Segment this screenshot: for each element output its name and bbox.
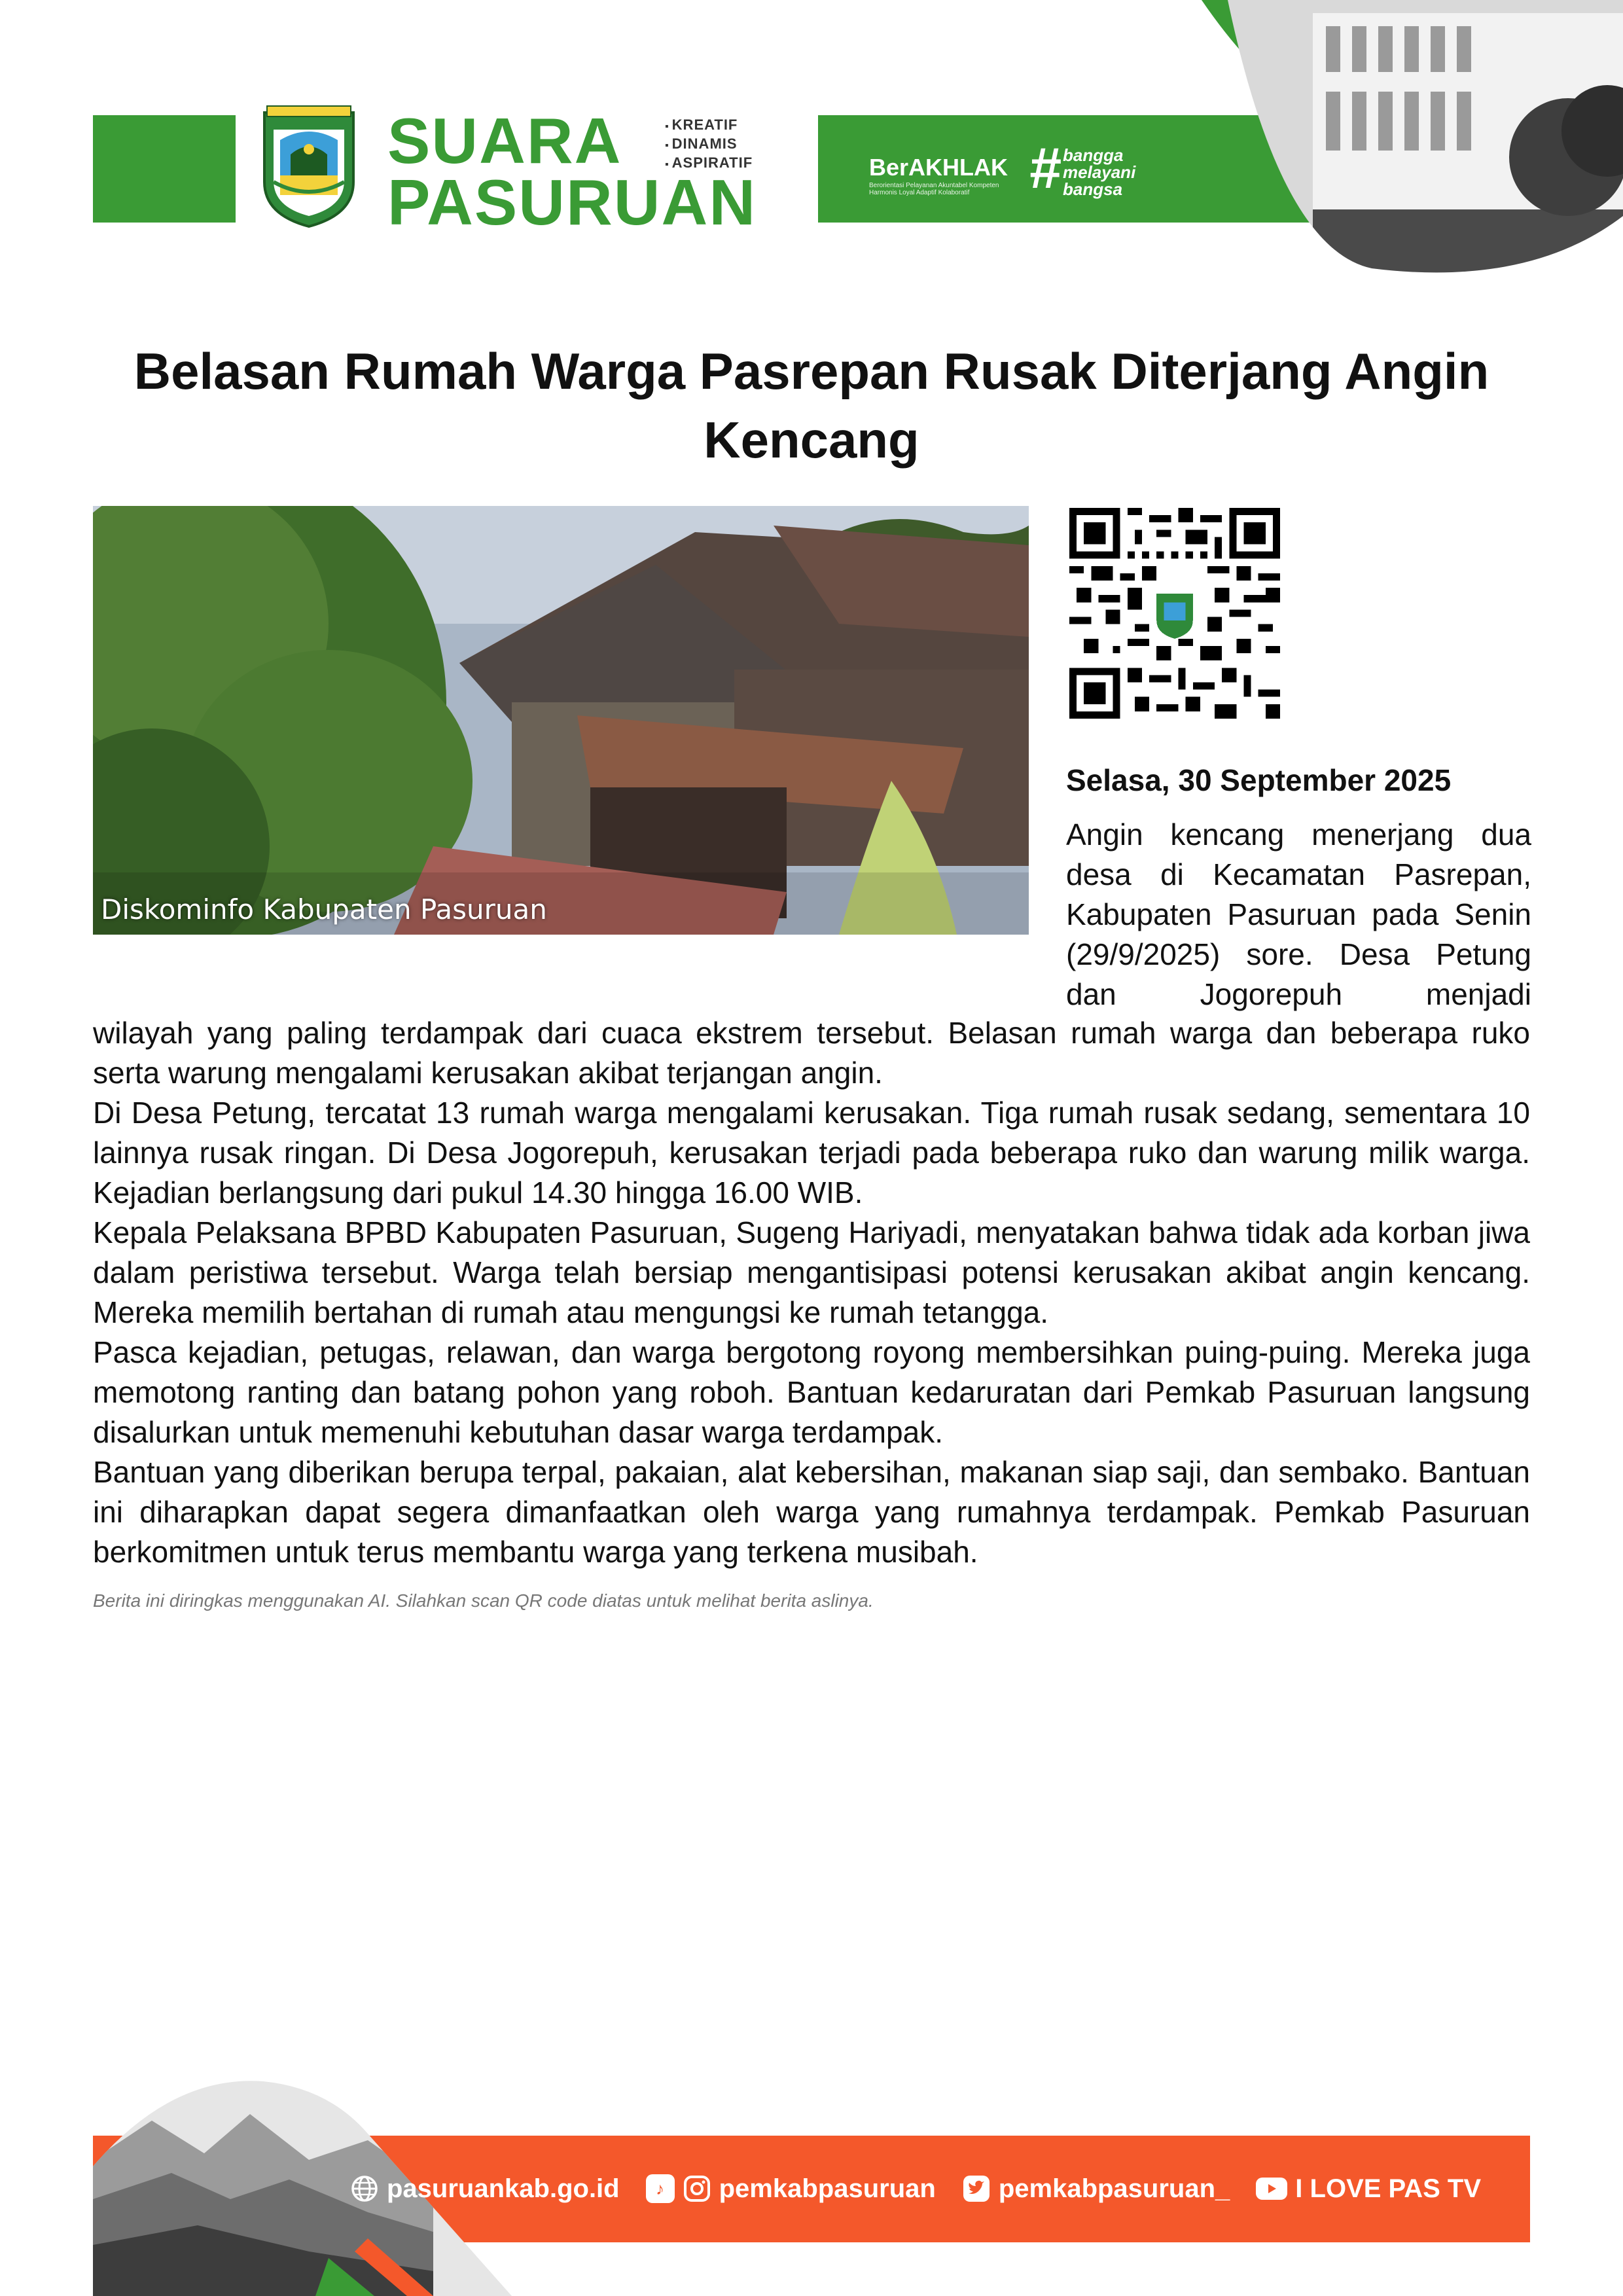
hashtag-icon: # bbox=[1029, 135, 1061, 200]
berakhlak-subtitle: Berorientasi Pelayanan Akuntabel Kompeten Harmonis Loyal Adaptif Kolaboratif bbox=[869, 182, 999, 196]
photo-credit: Diskominfo Kabupaten Pasuruan bbox=[101, 893, 547, 925]
ai-summary-note: Berita ini diringkas menggunakan AI. Silahkan scan QR code diatas untuk melihat berita aslinya. bbox=[93, 1590, 874, 1611]
tagline-item: ▪ KREATIF bbox=[665, 117, 753, 135]
bangga-word: melayani bbox=[1063, 162, 1136, 182]
article-photo bbox=[93, 506, 1029, 935]
tagline-item: ▪ DINAMIS bbox=[665, 135, 753, 154]
footer-tiktok-instagram-link[interactable] bbox=[646, 2174, 936, 2204]
qr-code[interactable] bbox=[1069, 508, 1280, 719]
article-paragraph: Pasca kejadian, petugas, relawan, dan warga bergotong royong membersihkan puing-puing. Mereka juga memotong ranting dan batang pohon yang roboh. Bantuan kedaruratan dari Pemkab Pasuruan langsung disalurkan untuk memenuhi kebutuhan dasar warga terdampak. bbox=[93, 1335, 1530, 1449]
article-paragraph: Kepala Pelaksana BPBD Kabupaten Pasuruan, Sugeng Hariyadi, menyatakan bahwa tidak ada korban jiwa dalam peristiwa tersebut. Warga telah bersiap mengantisipasi potensi kerusakan akibat angin kencang. Mereka memilih bertahan di rumah atau mengungsi ke rumah tetangga. bbox=[93, 1215, 1530, 1329]
footer-social-links bbox=[350, 2172, 1507, 2206]
bangga-word: bangga bbox=[1063, 145, 1124, 165]
article-paragraph: wilayah yang paling terdampak dari cuaca ekstrem tersebut. Belasan rumah warga dan beberapa ruko serta warung mengalami kerusakan akibat terjangan angin. bbox=[93, 1016, 1530, 1090]
footer-twitter-link[interactable] bbox=[962, 2174, 1230, 2204]
brand-tagline bbox=[665, 117, 753, 173]
damaged-house-image bbox=[93, 506, 1029, 935]
youtube-icon bbox=[1256, 2178, 1287, 2200]
brand-line-2: PASURUAN bbox=[387, 166, 757, 238]
footer-youtube-link[interactable] bbox=[1256, 2174, 1481, 2204]
youtube-label: I LOVE PAS TV bbox=[1295, 2174, 1482, 2203]
article-date: Selasa, 30 September 2025 bbox=[1066, 763, 1452, 797]
tiktok-icon: ♪ bbox=[646, 2174, 675, 2203]
article-paragraph: Di Desa Petung, tercatat 13 rumah warga mengalami kerusakan. Tiga rumah rusak sedang, sementara 10 lainnya rusak ringan. Di Desa Jogorepuh, kerusakan terjadi pada beberapa ruko dan warung milik warga. Kejadian berlangsung dari pukul 14.30 hingga 16.00 WIB. bbox=[93, 1096, 1530, 1210]
globe-icon bbox=[350, 2174, 379, 2203]
article-title: Belasan Rumah Warga Pasrepan Rusak Diterjang Angin Kencang bbox=[134, 342, 1489, 469]
article-lead-paragraph: Angin kencang menerjang dua desa di Kecamatan Pasrepan, Kabupaten Pasuruan pada Senin (29/9/2025) sore. Desa Petung dan Jogorepuh menjadi bbox=[1066, 817, 1531, 1011]
berakhlak-logo: BerAKHLAK bbox=[869, 154, 1008, 181]
header-building-graphic bbox=[1005, 0, 1623, 295]
footer-website-link[interactable] bbox=[350, 2174, 620, 2204]
article-body bbox=[93, 1013, 1530, 1572]
tiktok-instagram-label: pemkabpasuruan bbox=[719, 2174, 936, 2203]
article-paragraph: Bantuan yang diberikan berupa terpal, pakaian, alat kebersihan, makanan siap saji, dan sembako. Bantuan ini diharapkan dapat segera dimanfaatkan oleh warga yang rumahnya terdampak. Pemkab Pasuruan berkomitmen untuk terus membantu warga yang terkena musibah. bbox=[93, 1455, 1530, 1569]
bangga-word: bangsa bbox=[1063, 179, 1123, 199]
brand-line-1: SUARA bbox=[387, 105, 622, 177]
twitter-label: pemkabpasuruan_ bbox=[998, 2174, 1230, 2203]
tagline-item: ▪ ASPIRATIF bbox=[665, 154, 753, 173]
header-green-bar-left bbox=[93, 115, 236, 223]
pasuruan-crest-logo bbox=[260, 103, 357, 228]
twitter-icon bbox=[962, 2174, 991, 2203]
instagram-icon bbox=[683, 2174, 711, 2203]
website-label: pasuruankab.go.id bbox=[387, 2174, 620, 2203]
